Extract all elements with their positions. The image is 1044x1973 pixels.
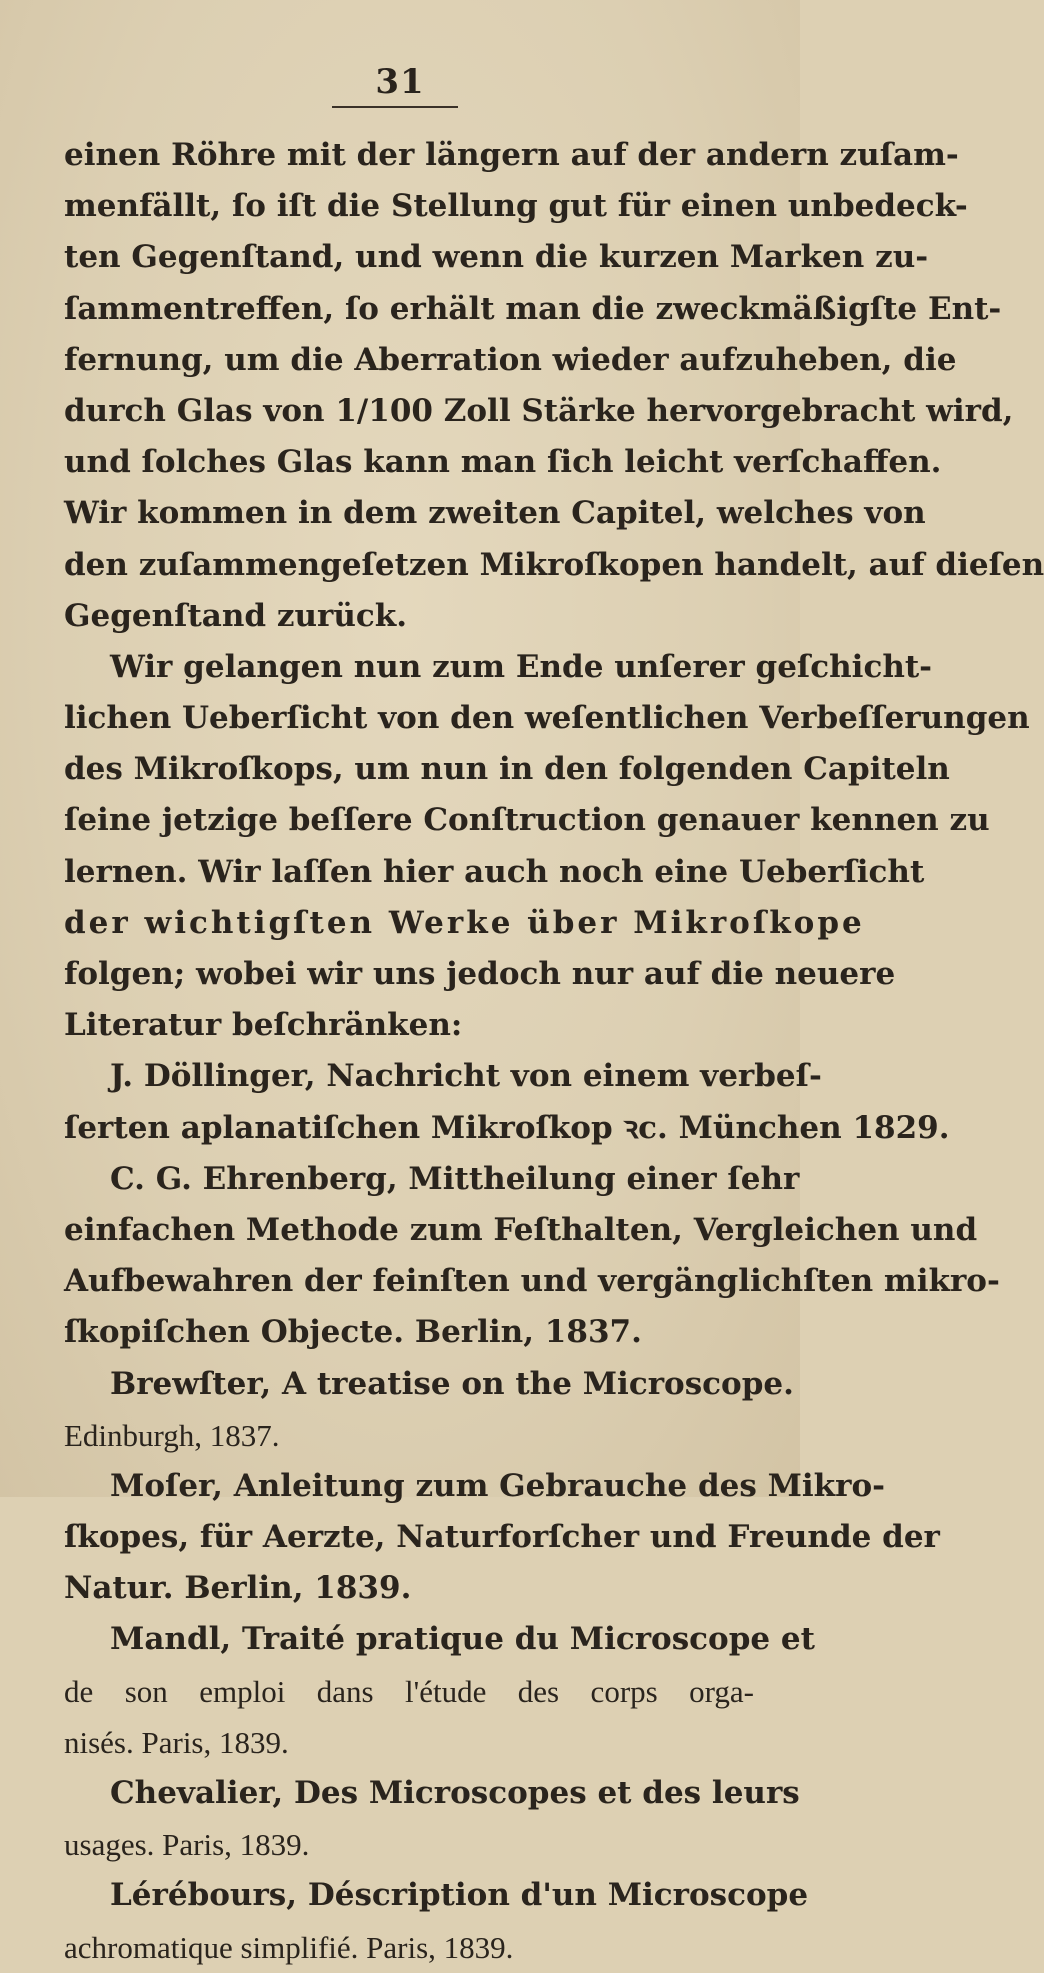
body-text [64, 130, 1044, 1973]
text-line: Natur. Berlin, 1839. [64, 1570, 412, 1607]
text-line: den zuſammengeſetzen Mikroſkopen handelt, auf dieſen [64, 546, 1044, 583]
bibliography-entry: Moſer, Anleitung zum Gebrauche des Mikro- [110, 1467, 886, 1504]
text-line: lichen Ueberſicht von den weſentlichen Verbeſſerungen [64, 700, 1030, 737]
text-line: achromatique simplifié. Paris, 1839. [64, 1929, 514, 1965]
text-line: folgen; wobei wir uns jedoch nur auf die neuere [64, 956, 896, 992]
text-line: lernen. Wir laſſen hier auch noch eine Ueberſicht [64, 853, 925, 890]
bibliography-entry: Mandl, Traité pratique du Microscope et [110, 1621, 815, 1658]
text-line: ten Gegenſtand, und wenn die kurzen Marken zu- [64, 239, 929, 276]
text-line: einen Röhre mit der längern auf der andern zuſam- [64, 137, 959, 173]
text-line: der wichtigſten Werke über Mikroſkope [64, 904, 865, 941]
text-line: fernung, um die Aberration wieder aufzuheben, die [64, 341, 957, 378]
paragraph-start: Wir gelangen nun zum Ende unſerer geſchicht- [110, 648, 933, 685]
text-line: de son emploi dans l'étude des corps orga- [64, 1673, 754, 1709]
text-line: einfachen Methode zum Feſthalten, Vergleichen und [64, 1211, 978, 1248]
text-line: Wir kommen in dem zweiten Capitel, welches von [64, 495, 926, 532]
text-line: nisés. Paris, 1839. [64, 1724, 289, 1760]
text-line: Gegenſtand zurück. [64, 597, 408, 634]
page-number: 31 [375, 62, 425, 102]
text-line: Edinburgh, 1837. [64, 1417, 280, 1453]
text-line: usages. Paris, 1839. [64, 1827, 310, 1863]
text-line: menfällt, ſo iſt die Stellung gut für einen unbedeck- [64, 188, 968, 225]
bibliography-entry: C. G. Ehrenberg, Mittheilung einer ſehr [110, 1160, 800, 1197]
text-line: Aufbewahren der feinſten und vergänglichſten mikro- [64, 1263, 1000, 1300]
text-line: durch Glas von 1/100 Zoll Stärke hervorgebracht wird, [64, 392, 1014, 429]
text-line: ſerten aplanatiſchen Mikroſkop ꝛc. München 1829. [64, 1109, 950, 1146]
bibliography-entry: Brewſter, A treatise on the Microscope. [110, 1365, 794, 1402]
text-line: Literatur beſchränken: [64, 1007, 463, 1044]
bibliography-entry: Chevalier, Des Microscopes et des leurs [110, 1775, 800, 1811]
bibliography-entry: J. Döllinger, Nachricht von einem verbeſ- [110, 1058, 822, 1095]
text-line: des Mikroſkops, um nun in den folgenden Capiteln [64, 751, 950, 788]
text-line: und ſolches Glas kann man ſich leicht verſchaffen. [64, 444, 942, 481]
page-number-rule [332, 106, 458, 108]
text-line: ſkopiſchen Objecte. Berlin, 1837. [64, 1314, 642, 1351]
text-line: ſeine jetzige beſſere Conſtruction genauer kennen zu [64, 802, 990, 839]
bibliography-entry: Lérébours, Déscription d'un Microscope [110, 1877, 809, 1914]
text-line: ſammentreffen, ſo erhält man die zweckmäßigſte Ent- [64, 290, 1002, 327]
text-line: ſkopes, für Aerzte, Naturforſcher und Freunde der [64, 1519, 940, 1556]
